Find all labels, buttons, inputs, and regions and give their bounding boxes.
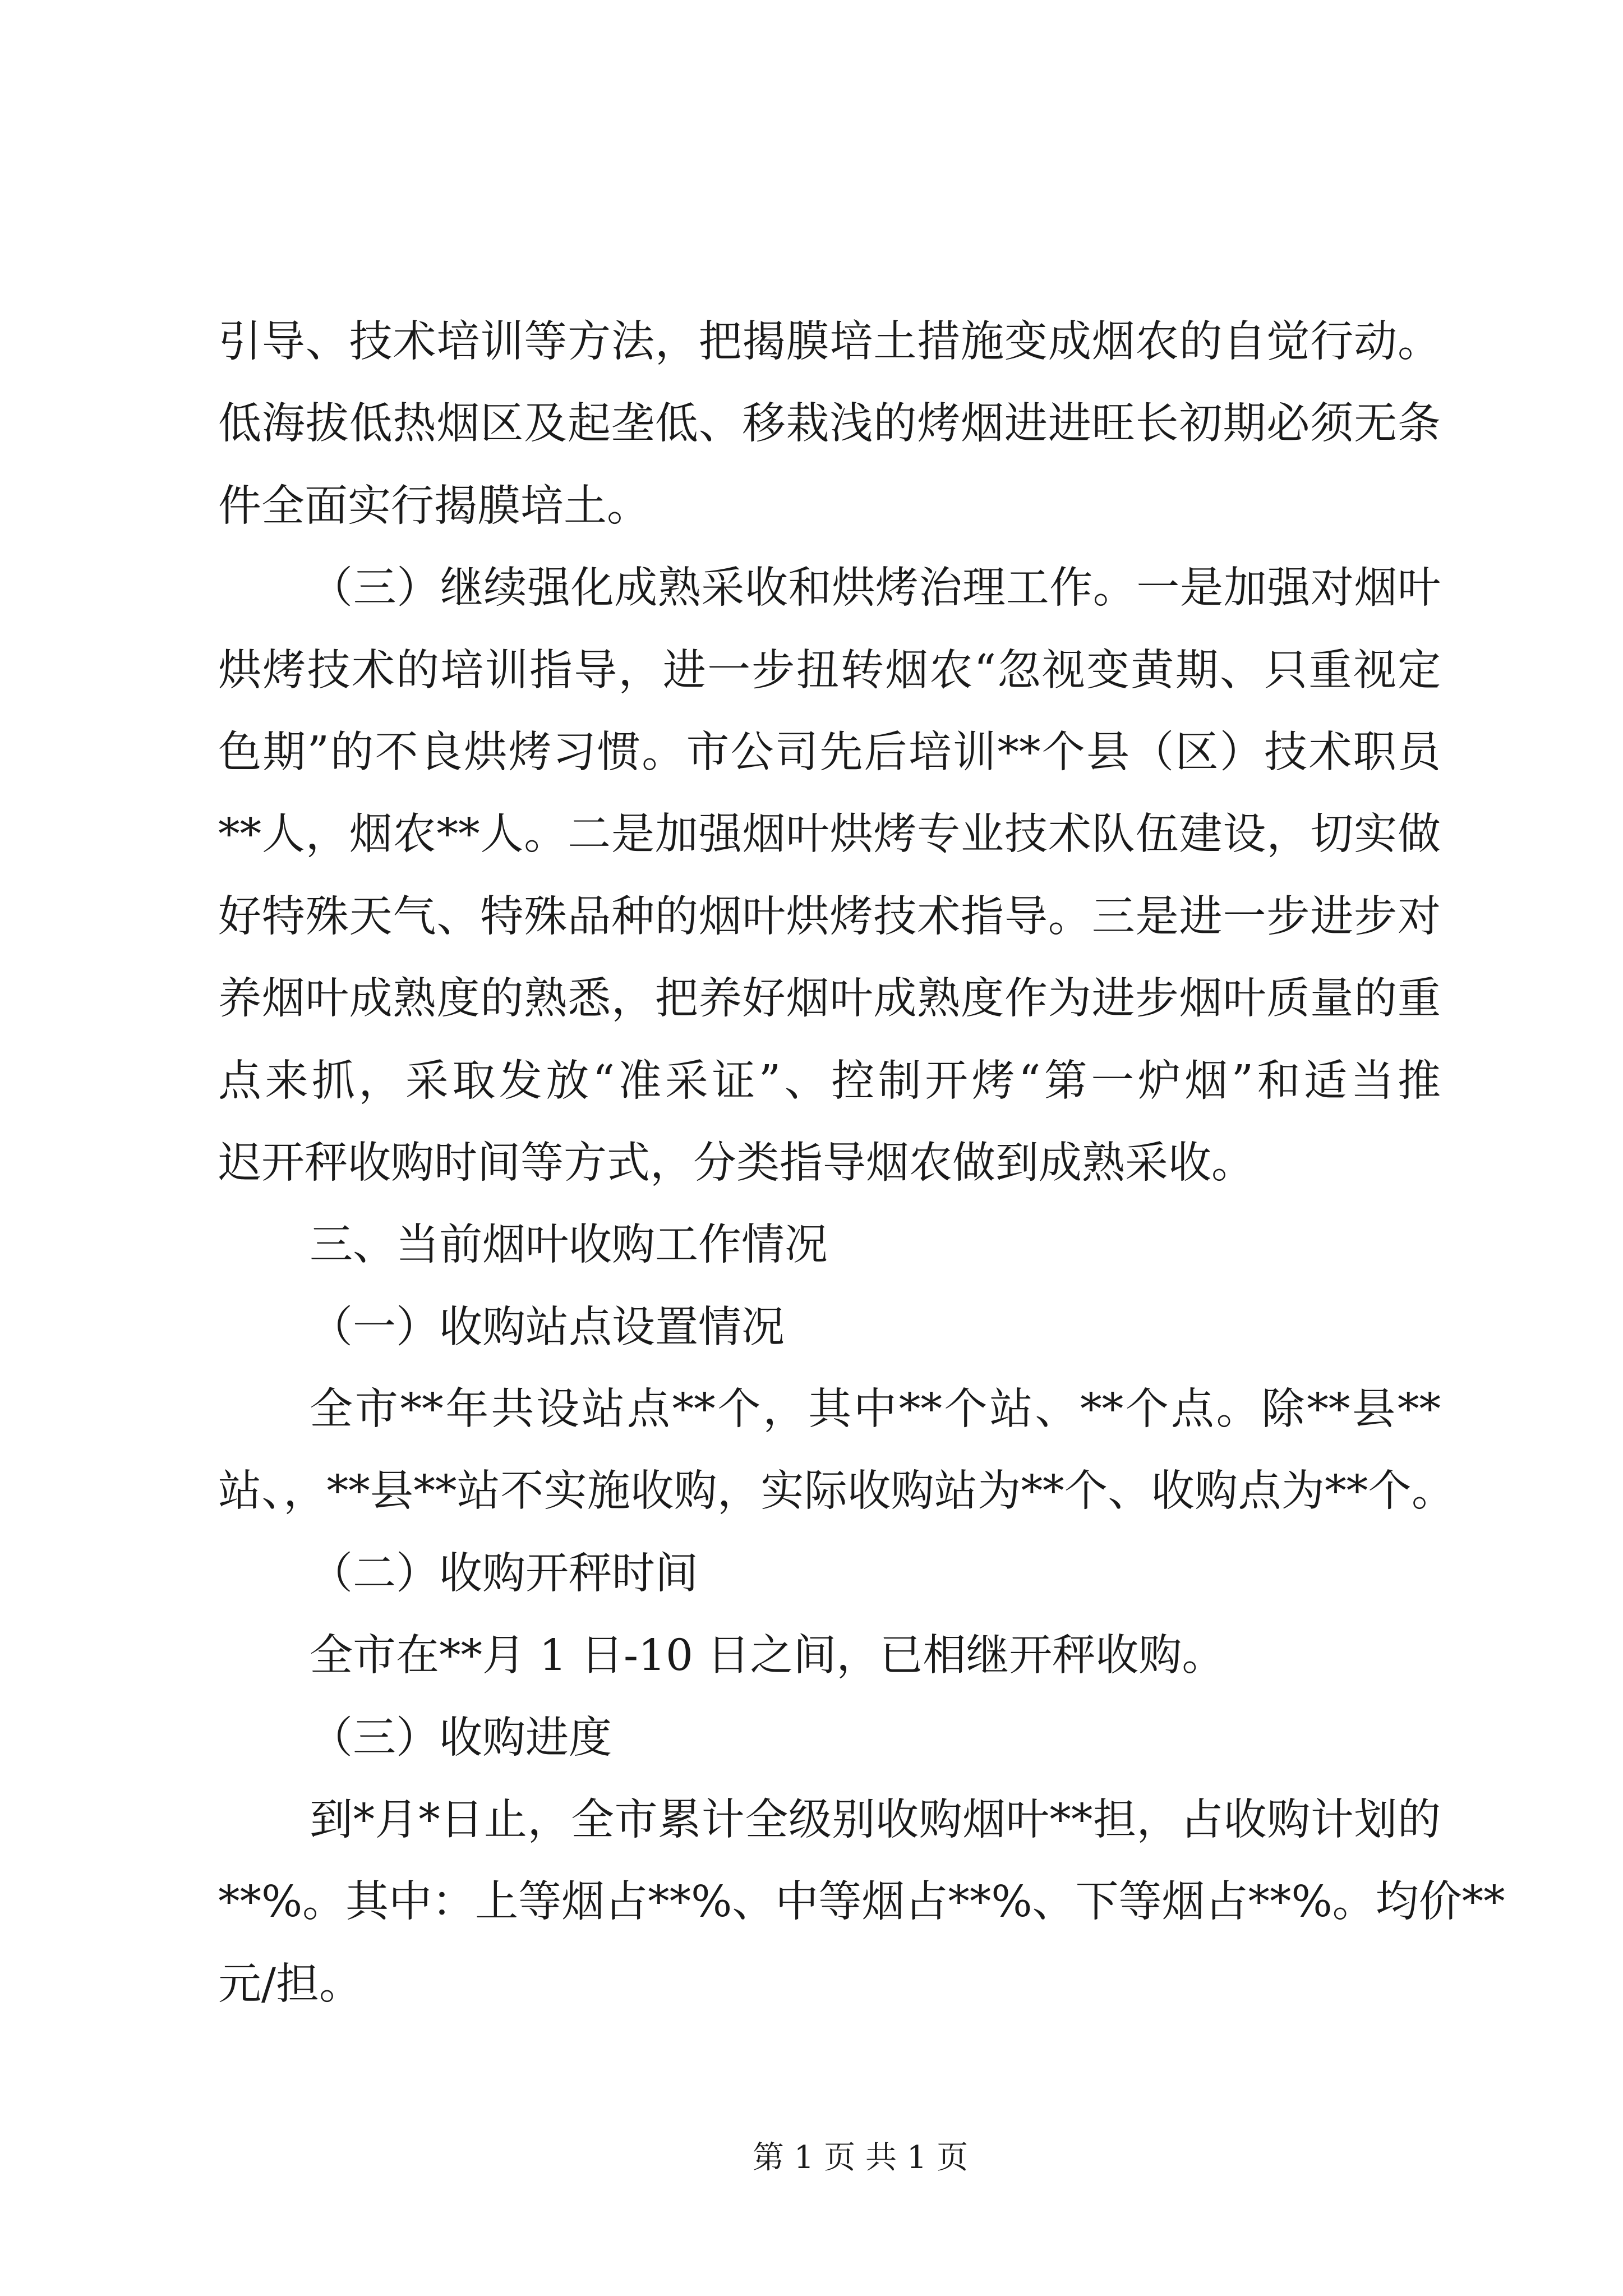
body-line: 站、，**县**站不实施收购，实际收购站为**个、收购点为**个。 <box>218 1466 1455 1517</box>
body-line: 烘烤技术的培训指导，进一步扭转烟农“忽视变黄期、只重视定 <box>218 645 1441 696</box>
body-line: 色期”的不良烘烤习惯。市公司先后培训**个县（区）技术职员 <box>218 727 1441 777</box>
section-heading: 三、当前烟叶收购工作情况 <box>310 1220 828 1271</box>
body-line: 低海拔低热烟区及起垄低、移栽浅的烤烟进进旺长初期必须无条 <box>218 399 1441 449</box>
section-heading-line: （三）继续强化成熟采收和烘烤治理工作。一是加强对烟叶 <box>310 563 1441 614</box>
body-line: 全市在**月 1 日-10 日之间，已相继开秤收购。 <box>310 1631 1225 1681</box>
body-line: 件全面实行揭膜培土。 <box>218 481 650 531</box>
page-footer: 第 1 页 共 1 页 <box>753 2139 969 2176</box>
document-body <box>218 301 1505 2026</box>
body-line: 好特殊天气、特殊品种的烟叶烘烤技术指导。三是进一步进步对 <box>218 891 1441 942</box>
body-line: 到*月*日止，全市累计全级别收购烟叶**担，占收购计划的 <box>310 1795 1441 1846</box>
body-line: **%。其中：上等烟占**%、中等烟占**%、下等烟占**%。均价** <box>218 1877 1505 1927</box>
subsection-heading: （一）收购站点设置情况 <box>310 1302 785 1352</box>
subsection-heading: （二）收购开秤时间 <box>310 1548 698 1599</box>
body-line: 迟开秤收购时间等方式，分类指导烟农做到成熟采收。 <box>218 1138 1255 1188</box>
subsection-heading: （三）收购进度 <box>310 1713 612 1763</box>
body-line: 全市**年共设站点**个，其中**个站、**个点。除**县** <box>310 1384 1441 1435</box>
body-line: 点来抓，采取发放“准采证”、控制开烤“第一炉烟”和适当推 <box>218 1056 1441 1106</box>
body-line: 元/担。 <box>218 1959 362 2009</box>
body-line: 养烟叶成熟度的熟悉，把养好烟叶成熟度作为进步烟叶质量的重 <box>218 974 1441 1024</box>
body-line: **人，烟农**人。二是加强烟叶烘烤专业技术队伍建设，切实做 <box>218 809 1441 860</box>
body-line: 引导、技术培训等方法，把揭膜培土措施变成烟农的自觉行动。 <box>218 317 1441 367</box>
